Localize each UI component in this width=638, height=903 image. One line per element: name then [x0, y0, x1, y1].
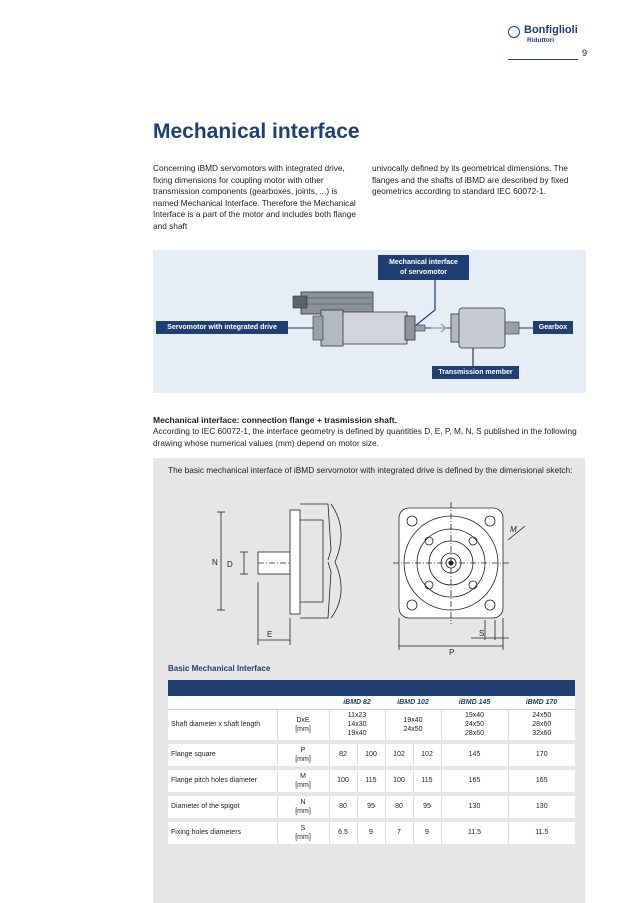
- gearbox-icon: [451, 308, 519, 348]
- mechanical-interface-tag-line2: of servomotor: [399, 268, 448, 276]
- table-header-row: [168, 696, 575, 710]
- panel-description: The basic mechanical interface of iBMD servomotor with integrated drive is defined by the dimensional sketch:: [168, 465, 573, 475]
- row-label: Flange pitch holes diameter: [168, 768, 277, 794]
- table-row: [168, 710, 575, 742]
- row-label: Shaft diameter x shaft length: [168, 710, 277, 742]
- col-ibmd-82: iBMD 82: [329, 696, 385, 710]
- mechanical-interface-tag-line1: Mechanical interface: [389, 259, 458, 266]
- transmission-member-tag: Transmission member: [432, 366, 519, 379]
- row-symbol: N [mm]: [277, 794, 329, 820]
- section-heading: Mechanical interface: connection flange + trasmission shaft.: [153, 415, 397, 425]
- row-label: Fixing holes diameters: [168, 820, 277, 846]
- cell-102a: 100: [385, 768, 413, 794]
- table-row: [168, 742, 575, 768]
- servomotor-tag: Servomotor with integrated drive: [156, 321, 288, 334]
- table-blue-band: [168, 680, 575, 696]
- cell-145: 145: [441, 742, 508, 768]
- cell-145: 19x40 24x50 28x60: [441, 710, 508, 742]
- servomotor-icon: [293, 292, 425, 346]
- gearbox-tag: Gearbox: [533, 321, 573, 334]
- col-ibmd-102: iBMD 102: [385, 696, 441, 710]
- intro-right-column: univocally defined by its geometrical dimensions. The flanges and the shafts of iBMD are described by fixed geometrics according to standard IEC 60072-1.: [372, 163, 569, 197]
- cell-170: 130: [508, 794, 575, 820]
- cell-82a: 82: [329, 742, 357, 768]
- cell-82b: 100: [357, 742, 385, 768]
- label-E: E: [267, 630, 273, 639]
- table-row: [168, 768, 575, 794]
- cell-102a: 7: [385, 820, 413, 846]
- row-symbol: P [mm]: [277, 742, 329, 768]
- col-ibmd-170: iBMD 170: [508, 696, 575, 710]
- logo-subtitle: Riduttori: [527, 37, 555, 44]
- logo-mark-icon: [508, 26, 520, 38]
- cell-82b: 95: [357, 794, 385, 820]
- cell-170: 11.5: [508, 820, 575, 846]
- front-view-drawing: [393, 502, 525, 650]
- intro-left-column: Concerning iBMD servomotors with integrated drive, fixing dimensions for coupling motor with other transmission components (gearboxes, joints, ...) is named Mechanical Interface. Therefore the Mechanical Interface is a part of the motor and includes both flange and shaft: [153, 163, 356, 231]
- table-title: Basic Mechanical Interface: [168, 664, 271, 673]
- cell-82b: 115: [357, 768, 385, 794]
- cell-82a: 80: [329, 794, 357, 820]
- cell-102b: 95: [413, 794, 441, 820]
- cell-82a: 100: [329, 768, 357, 794]
- cell-170: 165: [508, 768, 575, 794]
- row-label: Diameter of the spigot: [168, 794, 277, 820]
- table-row: [168, 794, 575, 820]
- cell-170: 24x50 28x60 32x60: [508, 710, 575, 742]
- col-ibmd-145: iBMD 145: [441, 696, 508, 710]
- mif-leader-line: [415, 280, 435, 326]
- bonfiglioli-logo: [508, 25, 578, 47]
- cell-102b: 102: [413, 742, 441, 768]
- page-title: Mechanical interface: [153, 120, 360, 143]
- label-N: N: [212, 558, 218, 567]
- header-divider: [508, 59, 578, 60]
- cell-170: 170: [508, 742, 575, 768]
- cell-82: 11x23 14x30 19x40: [329, 710, 385, 742]
- row-symbol: S [mm]: [277, 820, 329, 846]
- cell-82a: 6.5: [329, 820, 357, 846]
- label-M: M: [510, 525, 517, 534]
- logo-brand: Bonfiglioli: [524, 24, 578, 36]
- dimensional-sketch: [153, 490, 585, 660]
- cell-82b: 9: [357, 820, 385, 846]
- cell-102b: 115: [413, 768, 441, 794]
- side-view-drawing: [217, 504, 341, 645]
- page-number: 9: [582, 48, 588, 58]
- mechanical-interface-tag: [378, 255, 469, 280]
- cell-102b: 9: [413, 820, 441, 846]
- cell-102a: 80: [385, 794, 413, 820]
- cell-145: 130: [441, 794, 508, 820]
- row-label: Flange square: [168, 742, 277, 768]
- cell-102a: 102: [385, 742, 413, 768]
- section-text: According to IEC 60072-1, the interface geometry is defined by quantities D, E, P, M, N, S published in the following drawing whose numerical values (mm) depend on motor size.: [153, 426, 577, 448]
- cell-102: 19x40 24x50: [385, 710, 441, 742]
- label-D: D: [227, 560, 233, 569]
- label-P: P: [449, 648, 455, 657]
- cell-145: 11.5: [441, 820, 508, 846]
- table-row: [168, 820, 575, 846]
- interface-table: [168, 680, 575, 848]
- cell-145: 165: [441, 768, 508, 794]
- row-symbol: M [mm]: [277, 768, 329, 794]
- row-symbol: DxE [mm]: [277, 710, 329, 742]
- label-S: S: [479, 629, 485, 638]
